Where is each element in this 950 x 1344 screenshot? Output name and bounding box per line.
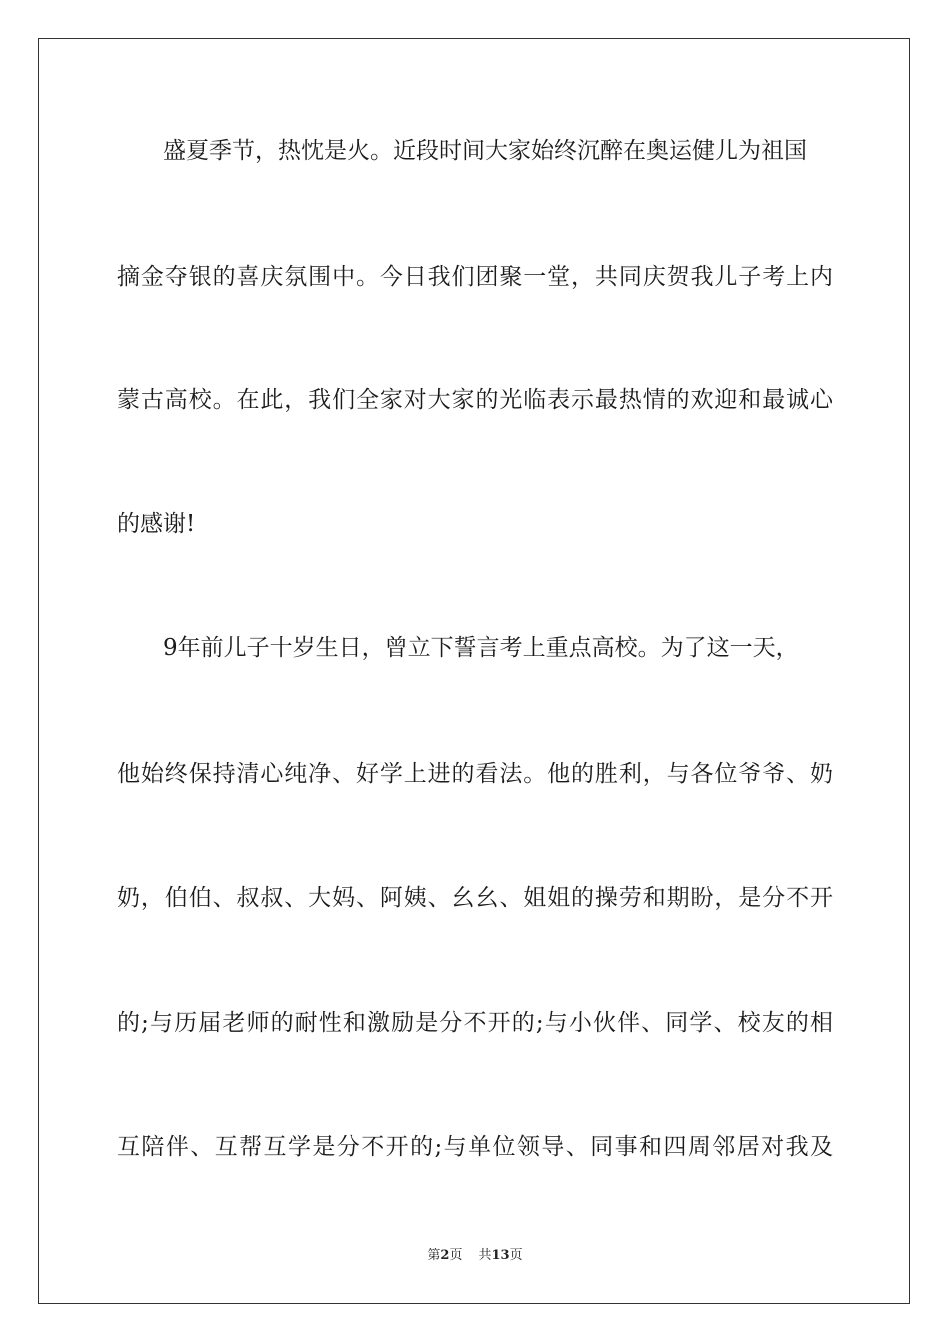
page-number: 2 [440, 1248, 450, 1263]
page-border [38, 38, 910, 1304]
total-pages: 13 [491, 1248, 510, 1263]
page-footer [0, 1247, 950, 1265]
paragraph-2-line-2: 他始终保持清心纯净、好学上进的看法。他的胜利，与各位爷爷、奶 [117, 761, 833, 787]
paragraph-2-line-4: 的;与历届老师的耐性和激励是分不开的;与小伙伴、同学、校友的相 [117, 1010, 833, 1036]
total-suffix: 页 [509, 1248, 523, 1263]
paragraph-2-line-3: 奶，伯伯、叔叔、大妈、阿姨、幺幺、姐姐的操劳和期盼，是分不开 [117, 885, 833, 911]
paragraph-1-line-3: 蒙古高校。在此，我们全家对大家的光临表示最热情的欢迎和最诚心 [117, 387, 833, 413]
paragraph-1-line-2: 摘金夺银的喜庆氛围中。今日我们团聚一堂，共同庆贺我儿子考上内 [117, 264, 833, 290]
total-prefix: 共 [478, 1248, 492, 1263]
paragraph-1-line-4: 的感谢! [117, 511, 196, 537]
page-suffix: 页 [449, 1248, 463, 1263]
paragraph-2-line-5: 互陪伴、互帮互学是分不开的;与单位领导、同事和四周邻居对我及 [117, 1134, 833, 1160]
paragraph-2-line-1: 9年前儿子十岁生日，曾立下誓言考上重点高校。为了这一天， [163, 635, 799, 661]
page-prefix: 第 [427, 1248, 441, 1263]
paragraph-1-line-1: 盛夏季节，热忱是火。近段时间大家始终沉醉在奥运健儿为祖国 [163, 138, 807, 164]
